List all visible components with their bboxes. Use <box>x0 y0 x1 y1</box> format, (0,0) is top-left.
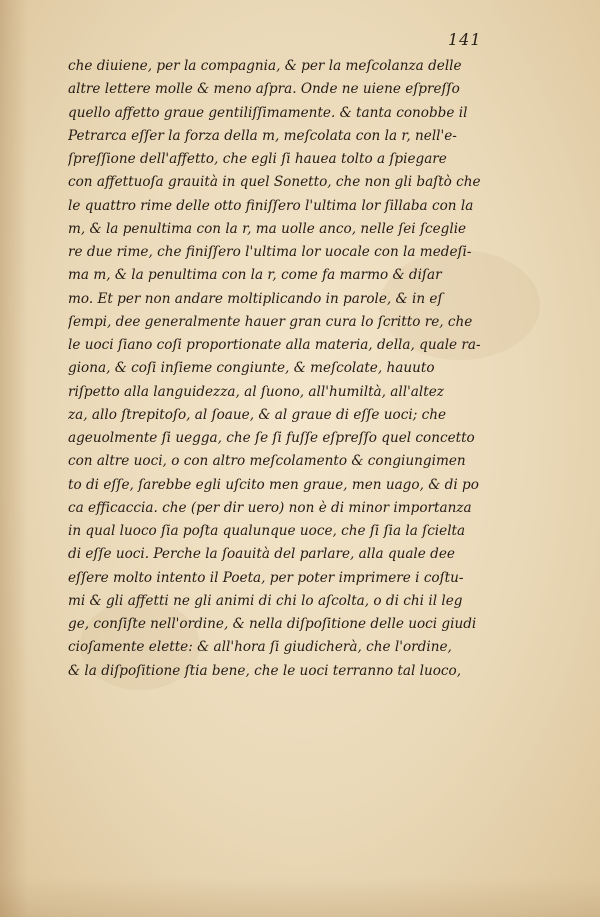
text-line: mo. Et per non andare moltiplicando in parole, & in eſ <box>68 290 443 307</box>
text-line: & la diſpoſitione ſtia bene, che le uoci terranno tal luoco, <box>68 662 462 679</box>
text-line: cioſamente elette: & all'hora ſi giudicherà, che l'ordine, <box>68 639 452 656</box>
text-line: ſempi, dee generalmente hauer gran cura lo ſcritto re, che <box>68 313 473 330</box>
text-line: m, & la penultima con la r, ma uolle anco, nelle ſei ſceglie <box>68 220 467 237</box>
text-line: che diuiene, per la compagnia, & per la meſcolanza delle <box>68 58 462 74</box>
text-line: riſpetto alla languidezza, al ſuono, all'humiltà, all'altez <box>68 383 444 400</box>
text-line: in qual luoco ſia poſta qualunque uoce, che ſi ſia la ſcielta <box>68 523 466 539</box>
text-line: eſſere molto intento il Poeta, per poter imprimere i coſtu- <box>68 569 464 586</box>
text-line: ſpreſſione dell'affetto, che egli ſi hauea tolto a ſpiegare <box>68 151 447 167</box>
text-line: le uoci ſiano coſi proportionate alla materia, della, quale ra- <box>68 337 481 353</box>
text-line: di eſſe uoci. Perche la ſoauità del parlare, alla quale dee <box>68 546 455 563</box>
text-line: re due rime, che finiſſero l'ultima lor uocale con la medeſi- <box>68 244 472 260</box>
text-line: altre lettere molle & meno aſpra. Onde ne uiene eſpreſſo <box>68 81 460 98</box>
text-line: Petrarca eſſer la forza della m, meſcolata con la r, nell'e- <box>68 127 457 144</box>
text-line: con affettuoſa grauità in quel Sonetto, che non gli baſtò che <box>68 174 481 191</box>
text-line: za, allo ſtrepitoſo, al ſoaue, & al graue di eſſe uoci; che <box>68 406 447 423</box>
page-number: 141 <box>448 30 482 49</box>
text-line: con altre uoci, o con altro meſcolamento & congiungimen <box>68 453 466 470</box>
page-bottom-shadow <box>0 877 600 917</box>
text-line: giona, & coſi inſieme congiunte, & meſcolate, hauuto <box>68 360 435 377</box>
text-line: ge, conſiſte nell'ordine, & nella diſpoſitione delle uoci giudi <box>68 616 477 632</box>
text-line: quello affetto graue gentiliſſimamente. & tanta conobbe il <box>68 104 468 121</box>
page-gutter-shadow <box>0 0 28 917</box>
text-line: le quattro rime delle otto finiſſero l'ultima lor ſillaba con la <box>68 197 474 214</box>
text-line: ageuolmente ſi uegga, che ſe ſi fuſſe eſpreſſo quel concetto <box>68 430 475 446</box>
body-text <box>68 55 508 683</box>
text-line: mi & gli affetti ne gli animi di chi lo aſcolta, o di chi il leg <box>68 592 463 609</box>
text-line: to di eſſe, ſarebbe egli uſcito men graue, men uago, & di po <box>68 476 479 493</box>
text-line: ma m, & la penultima con la r, come fa marmo & diſar <box>68 267 442 284</box>
text-line: ca efficaccia. che (per dir uero) non è di minor importanza <box>68 499 472 516</box>
